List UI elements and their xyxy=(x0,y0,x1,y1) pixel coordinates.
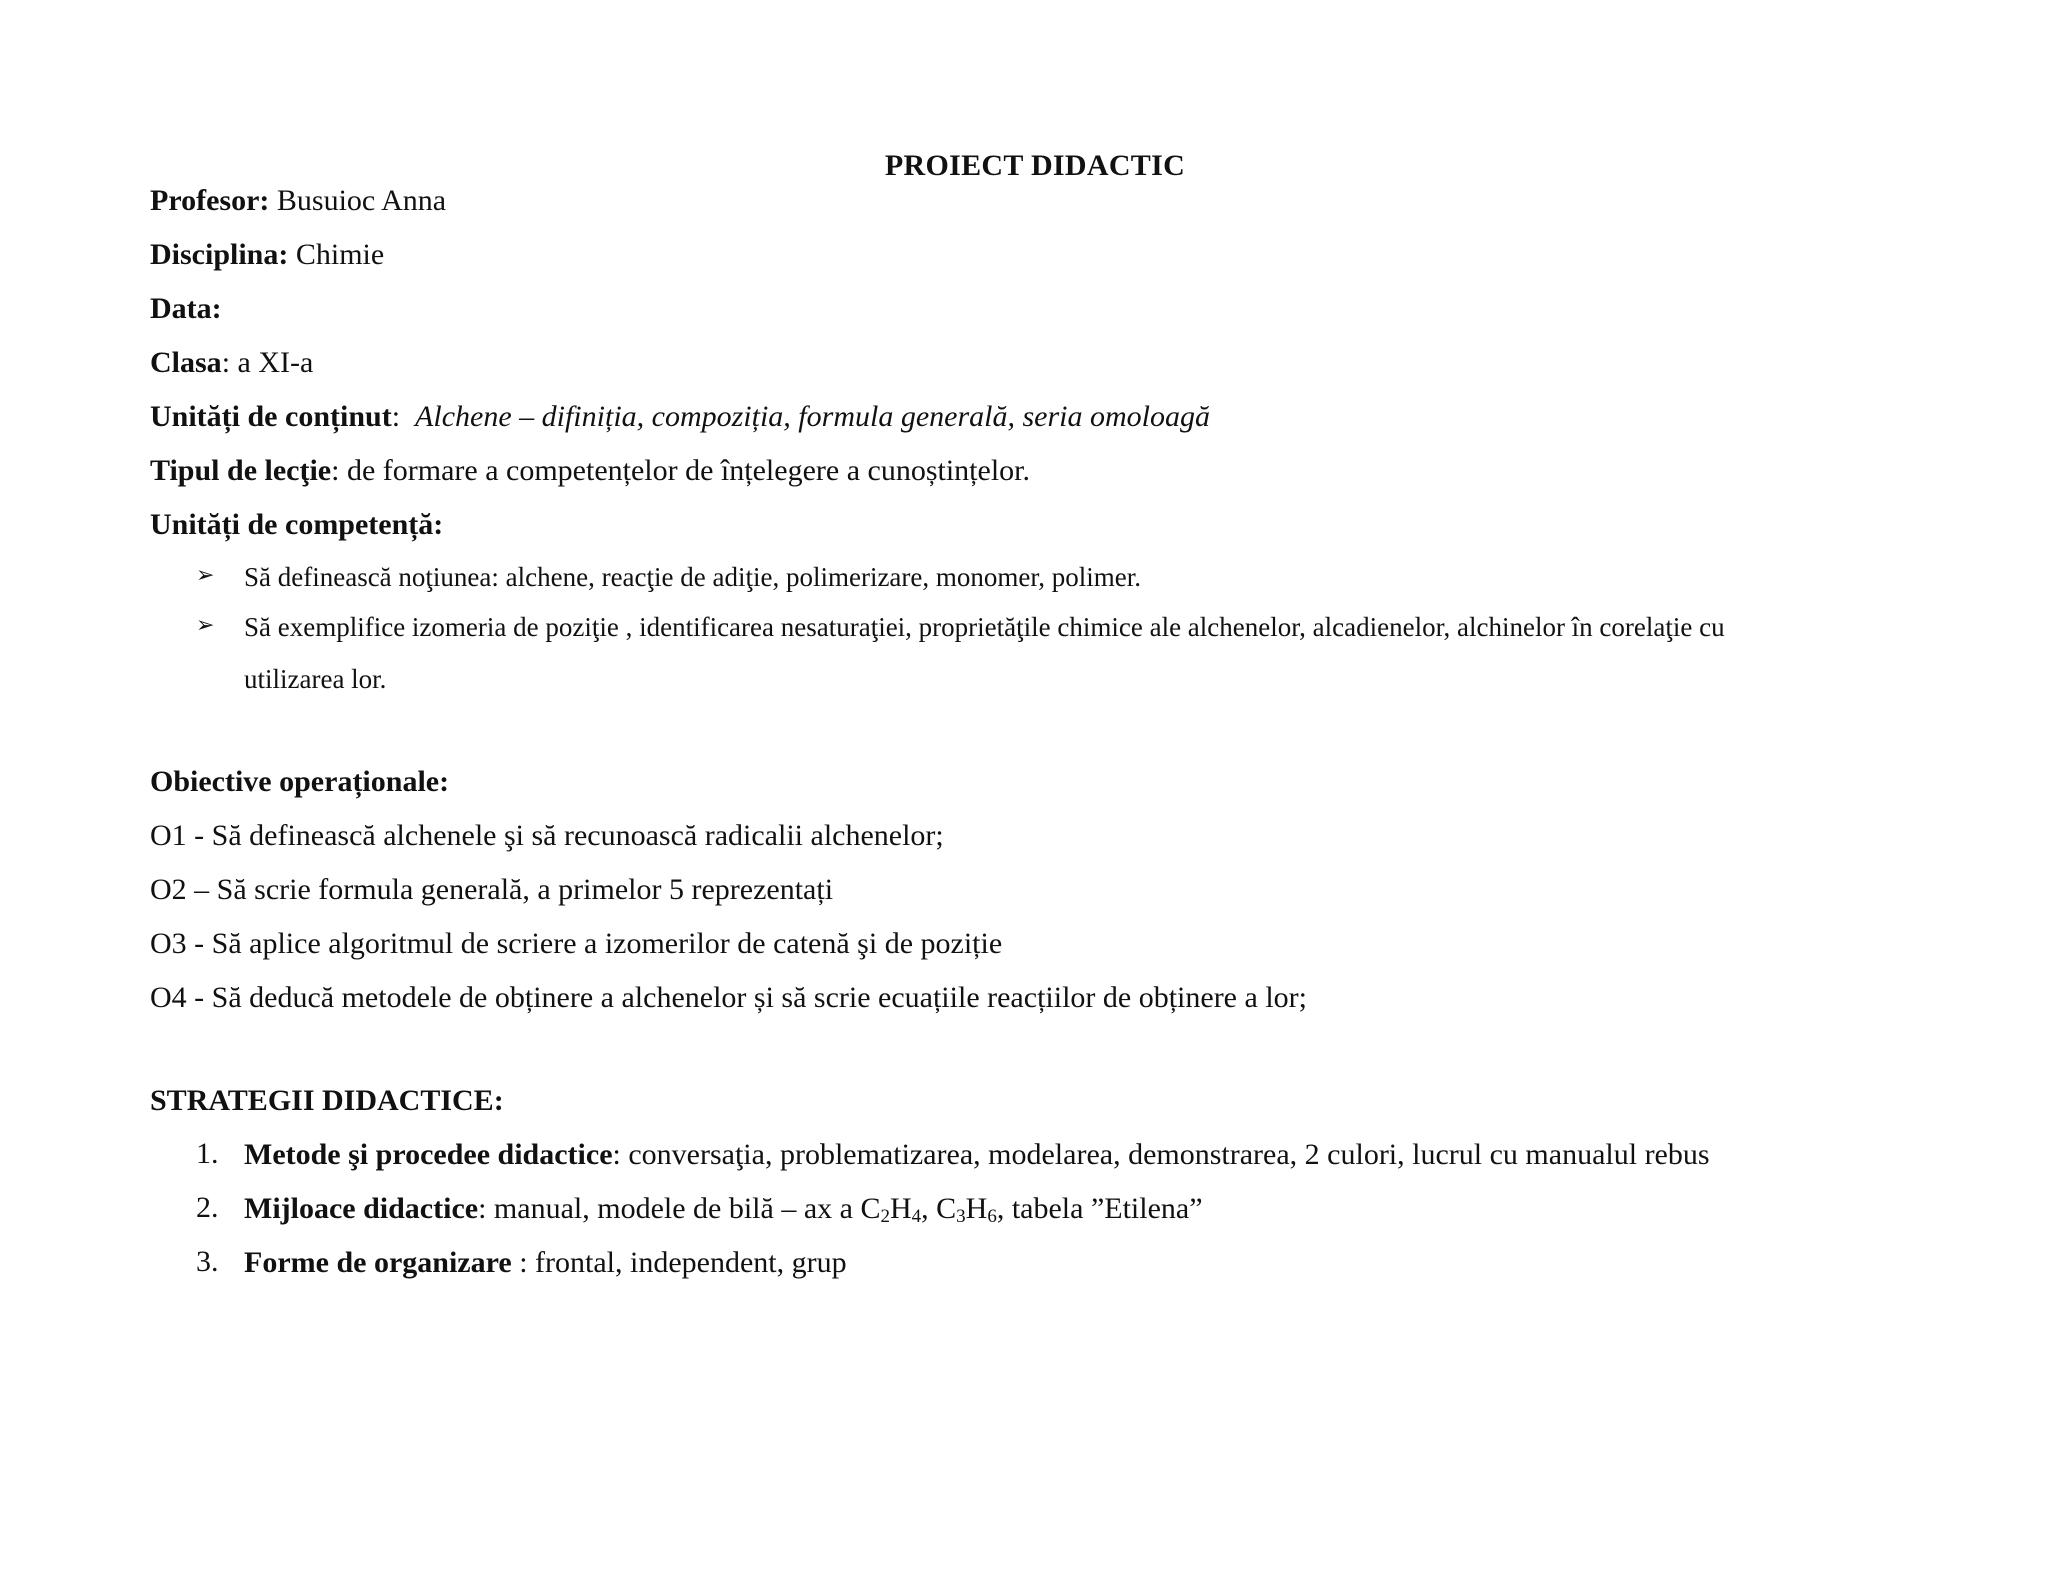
competenta-item-2: Să exemplifice izomeria de poziţie , identificarea nesaturaţiei, proprietăţile chimice ale alchenelor, alcadienelor, alchinelor în corelaţie cu xyxy=(244,612,1725,642)
obiectiv-o2: O2 – Să scrie formula generală, a primelor 5 reprezentați xyxy=(150,873,834,906)
strategie-item-2 xyxy=(244,1191,1203,1227)
strategie-number: 2. xyxy=(196,1191,219,1224)
data-label: Data: xyxy=(150,292,222,325)
strategie-text: : frontal, independent, grup xyxy=(511,1246,847,1279)
strategie-label: Mijloace didactice xyxy=(244,1192,479,1225)
clasa-value: : a XI-a xyxy=(221,346,314,379)
competenta-item-2-cont: utilizarea lor. xyxy=(244,664,387,694)
obiectiv-o4: O4 - Să deducă metodele de obținere a alchenelor și să scrie ecuațiile reacțiilor de obținere a lor; xyxy=(150,981,1307,1014)
strategie-number: 1. xyxy=(196,1137,219,1170)
obiectiv-o3: O3 - Să aplice algoritmul de scriere a izomerilor de catenă şi de poziție xyxy=(150,927,1003,960)
competente-heading: Unități de competență: xyxy=(150,508,444,541)
unitati-continut-sep: : xyxy=(391,400,401,433)
strategie-label: Metode şi procedee didactice xyxy=(244,1138,613,1171)
strategie-item-3 xyxy=(244,1245,847,1281)
arrow-bullet-icon: ➢ xyxy=(196,562,215,587)
obiective-heading: Obiective operaționale: xyxy=(150,765,450,798)
tipul-lectie-value: : de formare a competențelor de înțelegere a cunoștințelor. xyxy=(331,454,1030,487)
clasa-label: Clasa xyxy=(150,346,222,379)
tipul-lectie-line xyxy=(150,453,1030,489)
document-page xyxy=(150,0,1940,1582)
disciplina-line xyxy=(150,237,384,273)
unitati-continut-value: Alchene – difiniția, compoziția, formula generală, seria omoloagă xyxy=(415,400,1210,433)
unitati-continut-line xyxy=(150,399,1210,435)
strategie-text: : conversaţia, problematizarea, modelarea, demonstrarea, 2 culori, lucrul cu manualul rebus xyxy=(612,1138,1710,1171)
profesor-value: Busuioc Anna xyxy=(276,184,447,217)
disciplina-value: Chimie xyxy=(295,238,385,271)
strategie-number: 3. xyxy=(196,1245,219,1278)
document-title: PROIECT DIDACTIC xyxy=(884,149,1186,182)
tipul-lectie-label: Tipul de lecţie xyxy=(150,454,332,487)
unitati-continut-label: Unități de conținut xyxy=(150,400,392,433)
data-line xyxy=(150,291,222,327)
disciplina-label: Disciplina: xyxy=(150,238,289,271)
obiectiv-o1: O1 - Să definească alchenele şi să recunoască radicalii alchenelor; xyxy=(150,819,944,852)
strategie-text: : manual, modele de bilă – ax a $C_2H_4$, $C_3H_6$, tabela ”Etilena” xyxy=(478,1192,1203,1227)
clasa-line xyxy=(150,345,313,381)
strategie-label: Forme de organizare xyxy=(244,1246,512,1279)
strategie-item-1 xyxy=(244,1137,1710,1173)
profesor-line xyxy=(150,183,446,219)
profesor-label: Profesor: xyxy=(150,184,270,217)
competenta-item-1: Să definească noţiunea: alchene, reacţie de adiţie, polimerizare, monomer, polimer. xyxy=(244,562,1142,592)
strategii-heading: STRATEGII DIDACTICE: xyxy=(150,1084,504,1117)
arrow-bullet-icon: ➢ xyxy=(196,612,215,637)
